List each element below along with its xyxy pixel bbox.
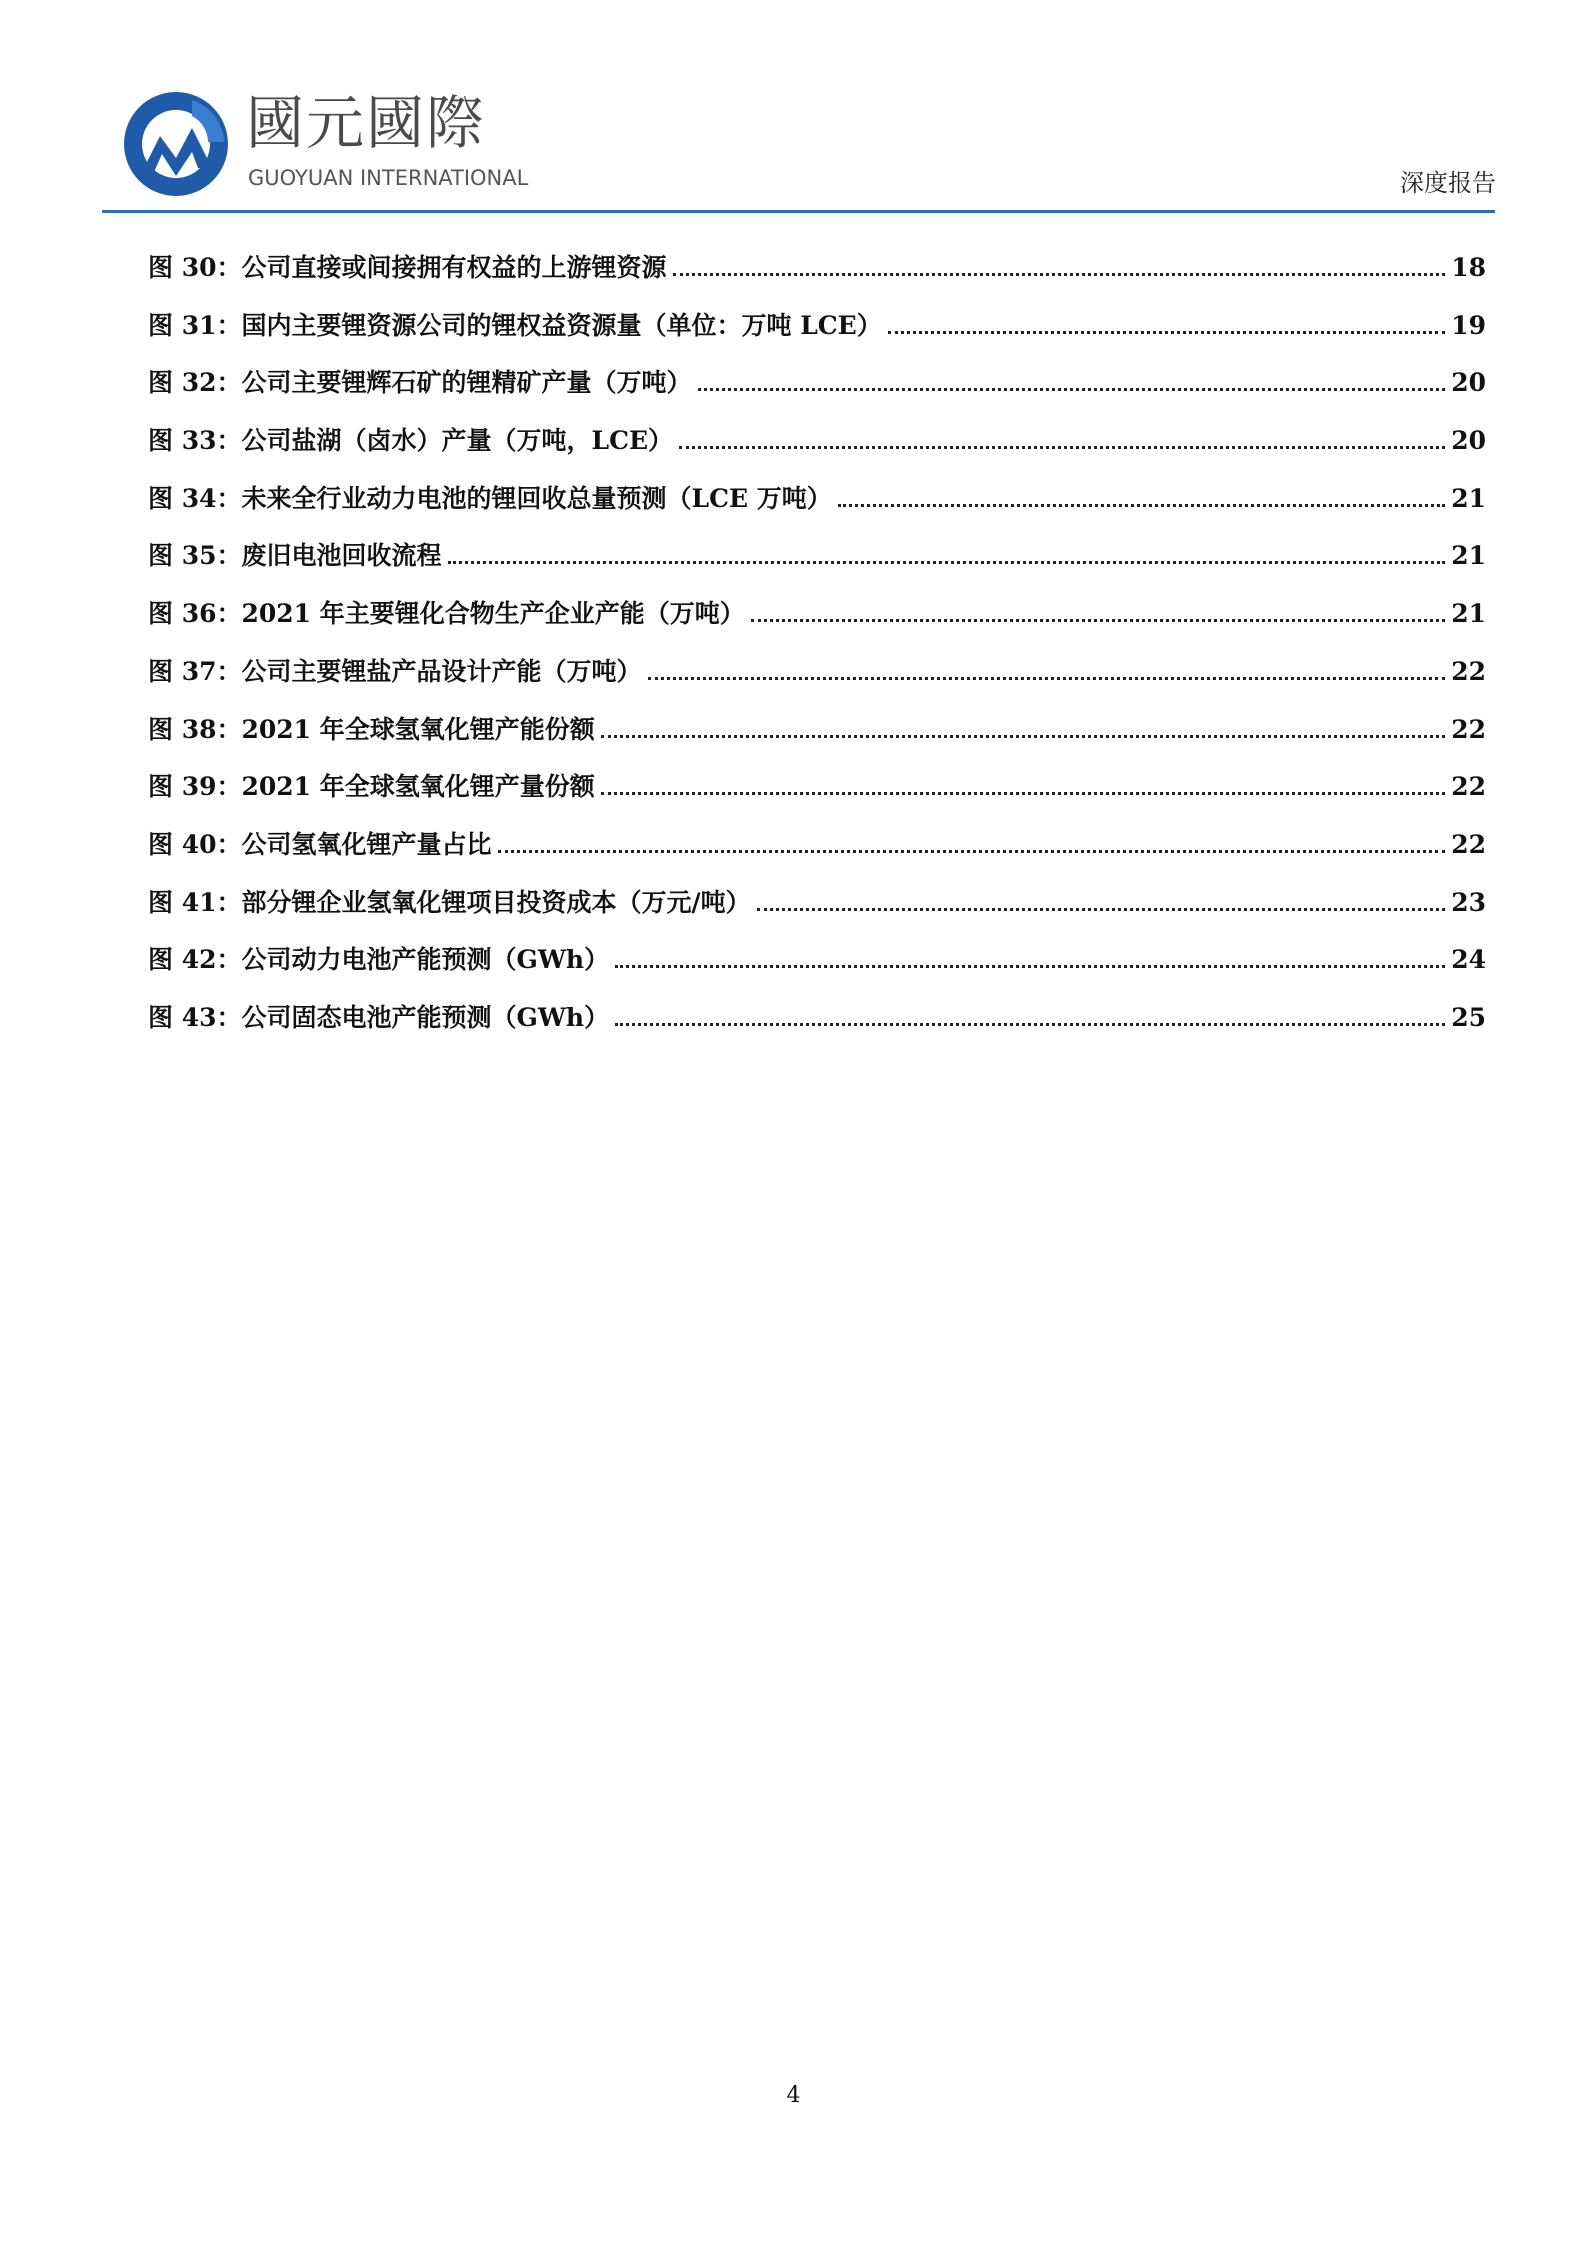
toc-entry[interactable] (148, 421, 1486, 479)
toc-entry-page: 25 (1451, 1002, 1486, 1032)
page-number: 4 (786, 2083, 801, 2108)
toc-entry[interactable] (148, 883, 1486, 941)
toc-entry[interactable] (148, 998, 1486, 1056)
toc-leader-dots (498, 850, 1446, 853)
toc-entry-label: 图 38： (148, 714, 242, 744)
toc-entry-title: 公司主要锂辉石矿的锂精矿产量（万吨） (241, 368, 692, 398)
toc-entry-title: 2021 年全球氢氧化锂产能份额 (241, 714, 595, 744)
toc-entry-page: 20 (1451, 368, 1486, 398)
toc-entry-page: 22 (1451, 829, 1486, 859)
toc-entry-page: 21 (1451, 483, 1486, 513)
logo-chinese-name: 國元國際 (246, 89, 487, 157)
toc-entry[interactable] (148, 363, 1486, 421)
toc-leader-dots (601, 792, 1445, 795)
guoyuan-logo-icon (120, 88, 232, 200)
header-divider (102, 210, 1495, 213)
toc-entry-page: 20 (1451, 426, 1486, 456)
toc-entry-title: 未来全行业动力电池的锂回收总量预测（LCE 万吨） (241, 483, 832, 513)
toc-entry-title: 废旧电池回收流程 (241, 541, 442, 571)
toc-entry-label: 图 36： (148, 599, 242, 629)
toc-entry-page: 21 (1451, 541, 1486, 571)
toc-entry-label: 图 39： (148, 772, 242, 802)
toc-leader-dots (698, 388, 1446, 391)
toc-entry-page: 23 (1451, 887, 1486, 917)
toc-leader-dots (615, 1023, 1445, 1026)
toc-entry-page: 19 (1451, 310, 1486, 340)
toc-entry-title: 公司氢氧化锂产量占比 (241, 829, 492, 859)
logo-english-name: GUOYUAN INTERNATIONAL (248, 166, 529, 190)
toc-entry-label: 图 37： (148, 656, 242, 686)
toc-entry[interactable] (148, 710, 1486, 768)
toc-entry-page: 18 (1451, 253, 1486, 282)
toc-entry[interactable] (148, 306, 1486, 364)
toc-entry-title: 公司动力电池产能预测（GWh） (241, 945, 610, 975)
toc-entry-label: 图 41： (148, 887, 242, 917)
toc-entry[interactable] (148, 248, 1486, 306)
toc-entry[interactable] (148, 940, 1486, 998)
toc-entry-title: 部分锂企业氢氧化锂项目投资成本（万元/吨） (241, 887, 751, 917)
company-logo (120, 88, 529, 198)
toc-entry-page: 22 (1451, 714, 1486, 744)
report-type-label: 深度报告 (1400, 169, 1496, 197)
toc-entry-title: 公司直接或间接拥有权益的上游锂资源 (241, 253, 667, 282)
toc-leader-dots (601, 735, 1445, 738)
toc-leader-dots (757, 908, 1446, 911)
toc-entry-page: 21 (1451, 599, 1486, 629)
toc-leader-dots (888, 331, 1445, 334)
toc-entry[interactable] (148, 536, 1486, 594)
toc-leader-dots (751, 619, 1445, 622)
toc-entry[interactable] (148, 479, 1486, 537)
toc-entry-page: 24 (1451, 945, 1486, 975)
toc-leader-dots (838, 504, 1445, 507)
toc-entry[interactable] (148, 652, 1486, 710)
toc-entry-title: 2021 年全球氢氧化锂产量份额 (241, 772, 595, 802)
toc-entry-title: 国内主要锂资源公司的锂权益资源量（单位：万吨 LCE） (241, 310, 882, 340)
toc-entry-label: 图 40： (148, 829, 242, 859)
toc-entry-page: 22 (1451, 772, 1486, 802)
toc-entry-label: 图 32： (148, 368, 242, 398)
toc-entry-label: 图 35： (148, 541, 242, 571)
toc-entry-page: 22 (1451, 656, 1486, 686)
toc-entry-title: 公司盐湖（卤水）产量（万吨，LCE） (241, 426, 674, 456)
toc-entry[interactable] (148, 594, 1486, 652)
toc-leader-dots (679, 446, 1445, 449)
toc-entry-label: 图 34： (148, 483, 242, 513)
toc-entry-label: 图 33： (148, 426, 242, 456)
toc-leader-dots (448, 561, 1446, 564)
toc-leader-dots (648, 677, 1446, 680)
toc-entry[interactable] (148, 767, 1486, 825)
toc-entry-title: 公司主要锂盐产品设计产能（万吨） (241, 656, 642, 686)
toc-entry-label: 图 30： (148, 253, 242, 282)
figure-list (148, 248, 1486, 1056)
toc-leader-dots (615, 965, 1445, 968)
toc-entry-label: 图 31： (148, 310, 242, 340)
toc-entry[interactable] (148, 825, 1486, 883)
toc-entry-label: 图 42： (148, 945, 242, 975)
toc-entry-title: 2021 年主要锂化合物生产企业产能（万吨） (241, 599, 745, 629)
toc-entry-title: 公司固态电池产能预测（GWh） (241, 1002, 610, 1032)
toc-entry-label: 图 43： (148, 1002, 242, 1032)
toc-leader-dots (673, 273, 1446, 276)
